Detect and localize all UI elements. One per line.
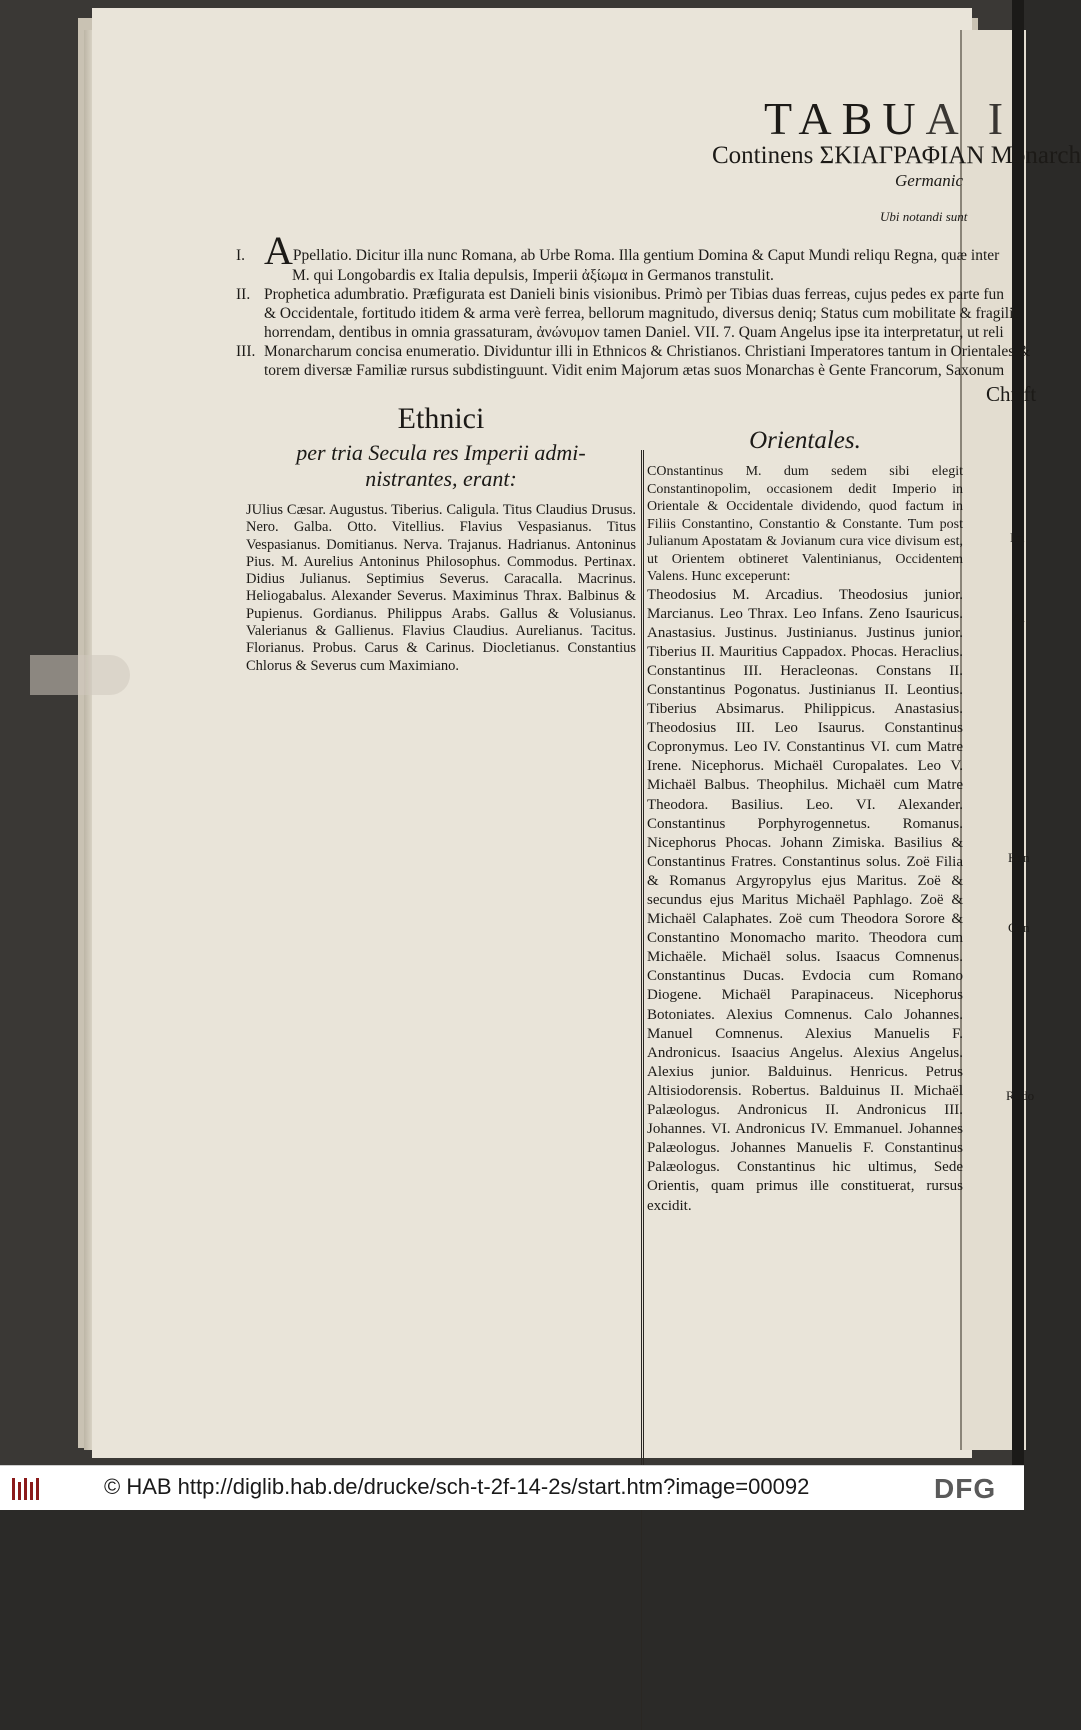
- orientales-column: [647, 427, 963, 1216]
- intro-row: M. qui Longobardis ex Italia depulsis, Imperii ἀξίωμα in Germanos transtulit.: [292, 267, 774, 284]
- viewer-footer: [0, 1465, 1024, 1510]
- facing-fragment: Rudo: [1006, 1088, 1035, 1103]
- ethnici-subheading: per tria Secula res Imperii admi- nistrantes, erant:: [296, 440, 586, 491]
- facing-fragment: Con: [1008, 920, 1030, 935]
- intro-row: I. APpellatio. Dicitur illa nunc Romana, ab Urbe Roma. Illa gentium Domina & Caput Mundi reliqu Regna, quæ inter: [236, 228, 1000, 273]
- fold-shadow: [1012, 0, 1024, 1465]
- drop-cap-A: A: [264, 228, 293, 273]
- intro-row: torem diversæ Familiæ rursus subdistinguunt. Vidit enim Majorum ætas suos Monarchas è Gente Francorum, Saxonum: [264, 362, 1005, 379]
- page-subtitle: Continens ΣΚΙΑΓΡΑΦΙΑΝ Monarch: [712, 142, 1081, 169]
- orientales-heading: Orientales.: [749, 427, 861, 454]
- facing-fragment: Al: [1012, 610, 1025, 625]
- column-rule: [641, 450, 642, 1730]
- paper-tab: [30, 655, 130, 695]
- intro-row: & Occidentale, fortitudo itidem & arma verè ferrea, bellorum magnitudo, diversus deniq; Status cum mobilitate & fragilit: [264, 305, 1018, 322]
- page-title: TABUA I: [764, 93, 1014, 144]
- facing-heading: Chrift: [986, 382, 1037, 406]
- hab-logo-icon: [12, 1476, 42, 1500]
- source-url-link[interactable]: © HAB http://diglib.hab.de/drucke/sch-t-2f-14-2s/start.htm?image=00092: [104, 1474, 810, 1499]
- intro-row: III. Monarcharum concisa enumeratio. Dividuntur illi in Ethnicos & Christianos. Christiani Imperatores tantum in Orientales &: [236, 343, 1031, 360]
- ethnici-list: JUlius Cæsar. Augustus. Tiberius. Caligula. Titus Claudius Drusus. Nero. Galba. Otto. Vitellius. Flavius Vespasianus. Titus Vespasianus. Domitianus. Nerva. Trajanus. Hadrianus. Antoninus Pius. M. Aurelius Antoninus Philosophus. Commodus. Pertinax. Didius Julianus. Septimius Severus. Caracalla. Macrinus. Heliogabalus. Alexander Severus. Maximinus Thrax. Balbinus & Pupienus. Gordianus. Philippus Arabs. Gallus & Volusianus. Valerianus & Gallienus. Flavius Claudius. Aurelianus. Tacitus. Florianus. Probus. Carus & Carinus. Diocletianus. Constantius Chlorus & Severus cum Maximiano.: [246, 502, 636, 674]
- facing-fragment: Im: [1010, 530, 1025, 545]
- intro-block: [236, 228, 1031, 380]
- intro-row: horrendam, dentibus in omnia grassaturam, ἀνώνυμον tamen Daniel. VII. 7. Quam Angelus ipse ita interpretatur, ut reli: [264, 324, 1004, 341]
- dfg-logo: DFG: [934, 1473, 997, 1504]
- intro-row: II. Prophetica adumbratio. Præfigurata est Danieli binis visionibus. Primò per Tibias duas ferreas, cujus pedes ex parte fun: [236, 286, 1004, 303]
- facing-fragment: Hen: [1008, 850, 1030, 865]
- orientales-list: Theodosius M. Arcadius. Theodosius junior. Marcianus. Leo Thrax. Leo Infans. Zeno Isauricus. Anastasius. Justinus. Justinianus. Justinus junior. Tiberius II. Mauritius Cappadox. Phocas. Heraclius. Constantinus III. Heracleonas. Constans II. Constantinus Pogonatus. Justinianus II. Leontius. Tiberius Absimarus. Philippicus. Anastasius. Theodosius III. Leo Isaurus. Constantinus Copronymus. Leo IV. Constantinus VI. cum Matre Irene. Nicephorus. Michaël Curopalates. Leo V. Michaël Balbus. Theophilus. Michaël cum Matre Theodora. Basilius. Leo. VI. Alexander. Constantinus Porphyrogennetus. Romanus. Nicephorus Phocas. Johann Zimiska. Basilius & Constantinus Fratres. Constantinus solus. Zoë Filia & Romanus Argyropylus ejus Maritus. Zoë & secundus ejus Maritus Michaël Paphlago. Zoë & Michaël Calaphates. Zoë cum Theodora Sorore & Constantino Monomacho marito. Theodora cum Michaële. Michaël solus. Isaacus Comnenus. Constantinus Ducas. Evdocia cum Romano Diogene. Michaël Parapinaceus. Nicephorus Botoniates. Alexius Comnenus. Calo Johannes. Manuel Comnenus. Alexius Manuelis F. Andronicus. Isaacius Angelus. Alexius Angelus. Alexius junior. Balduinus. Henricus. Petrus Altisiodorensis. Robertus. Balduinus II. Michaël Palæologus. Andronicus II. Andronicus III. Johannes. VI. Andronicus IV. Emmanuel. Johannes Palæologus. Johannes Manuelis F. Constantinus Palæologus. Constantinus hic ultimus, Sede Orientis, quam primus ille constituerat, rursus excidit.: [647, 586, 963, 1214]
- column-rule-inner: [643, 450, 644, 1502]
- ethnici-heading: Ethnici: [397, 402, 485, 435]
- orientales-intro: COnstantinus M. dum sedem sibi elegit Constantinopolim, occasionem dedit Imperio in Orientale & Occidentale dividendo, quod factum in Filiis Constantino, Constantio & Constante. Tum post Julianum Apostatam & Jovianum cura vice divisum est, ut Orientem obtineret Valentinianus, Occidentem Valens. Hunc exceperunt:: [647, 464, 963, 584]
- subtitle-ubi: Ubi notandi sunt: [880, 209, 968, 224]
- page-title-tail: A I: [925, 93, 1014, 144]
- ethnici-column: [246, 402, 636, 675]
- subtitle-germanic: Germanic: [895, 171, 963, 190]
